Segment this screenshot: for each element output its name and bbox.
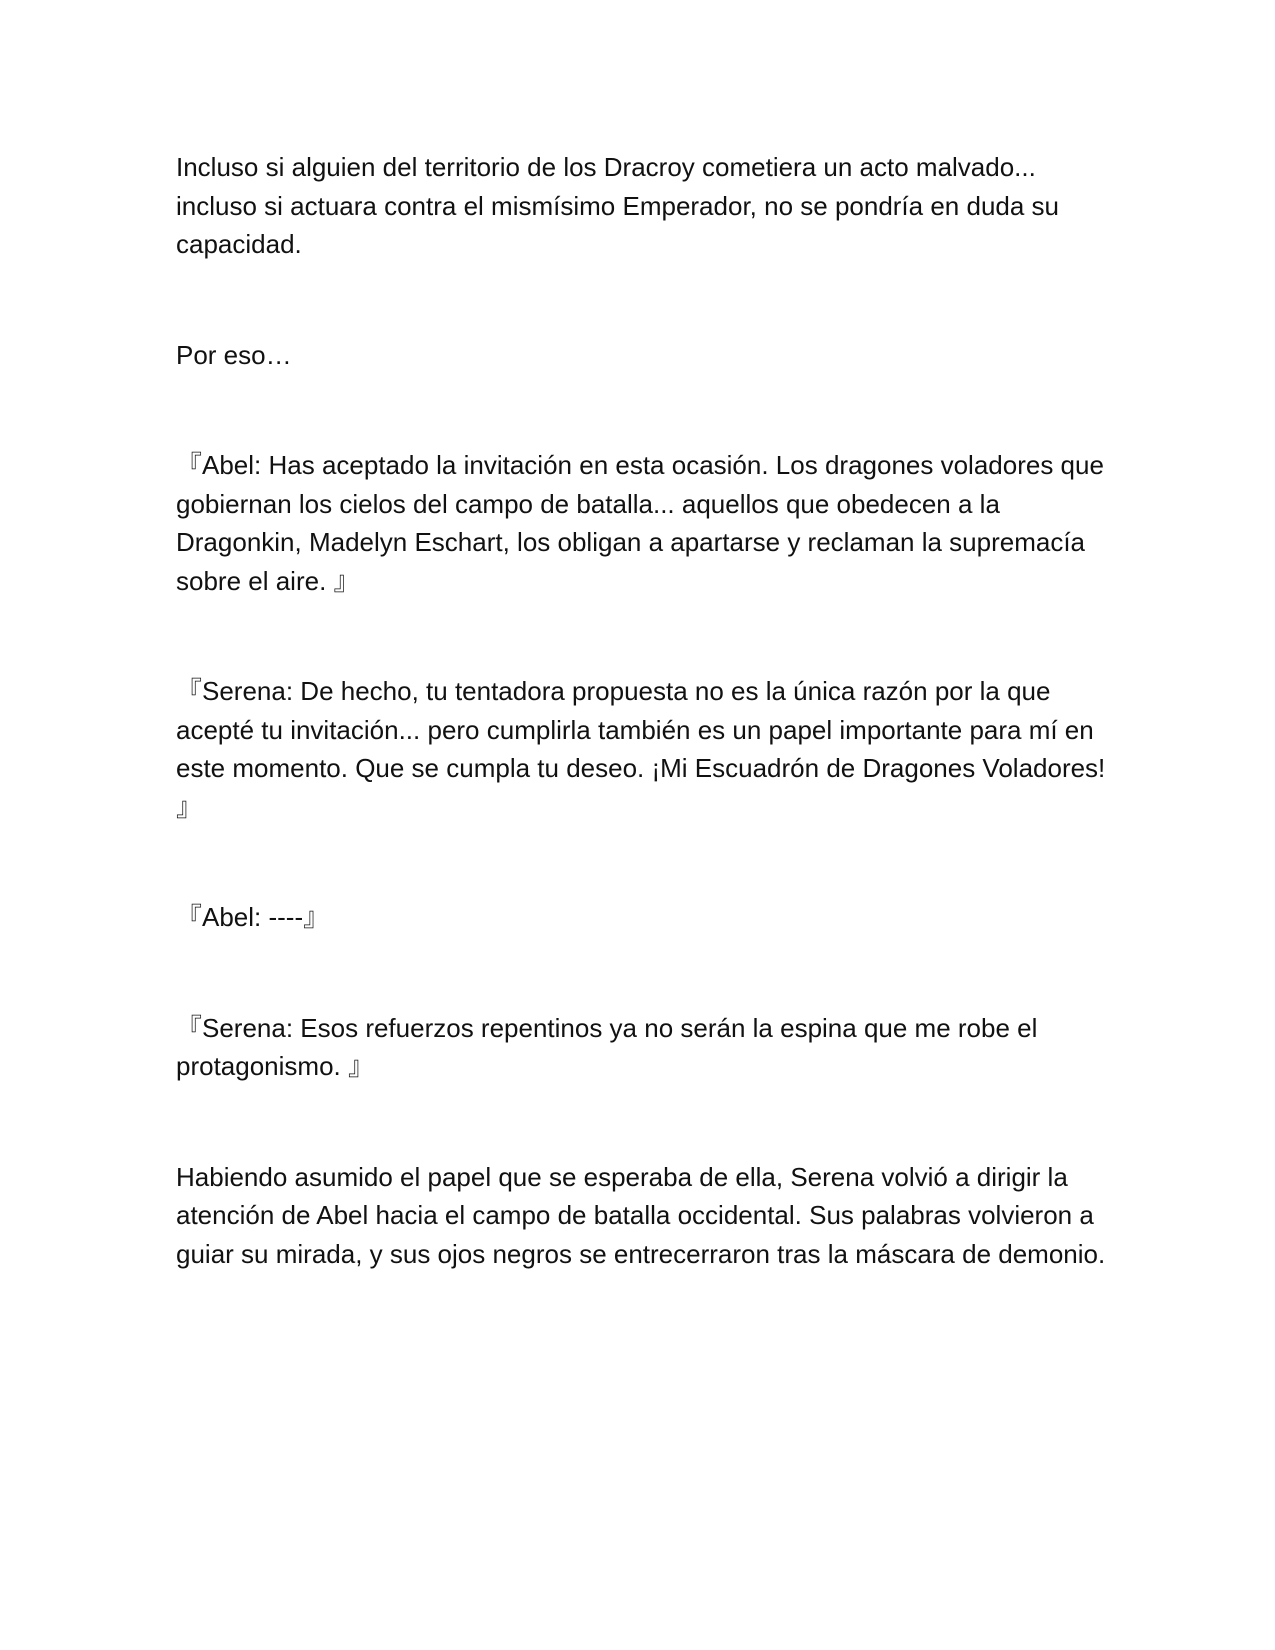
paragraph-dialogue-serena-2: 『Serena: Esos refuerzos repentinos ya no serán la espina que me robe el protagonismo. 』 [176,1012,1038,1081]
paragraph-narration-3: Habiendo asumido el papel que se esperaba de ella, Serena volvió a dirigir la atención de Abel hacia el campo de batalla occidental. Sus palabras volvieron a guiar su mirada, y sus ojos negros se entrecerraron tras la máscara de demonio. [176,1161,1106,1269]
paragraph-dialogue-abel-1: 『Abel: Has aceptado la invitación en esta ocasión. Los dragones voladores que gobiernan los cielos del campo de batalla... aquellos que obedecen a la Dragonkin, Madelyn Eschart, los obligan a apartarse y reclaman la supremacía sobre el aire. 』 [176,450,1104,596]
document-page [176,148,1106,1273]
paragraph-narration-1: Incluso si alguien del territorio de los Dracroy cometiera un acto malvado... incluso si actuara contra el mismísimo Emperador, no se pondría en duda su capacidad. [176,152,1060,259]
paragraph-dialogue-abel-2: 『Abel: ----』 [176,902,330,932]
paragraph-dialogue-serena-1: 『Serena: De hecho, tu tentadora propuesta no es la única razón por la que acepté tu invitación... pero cumplirla también es un papel importante para mí en este momento. Que se cumpla tu deseo. ¡Mi Escuadrón de Dragones Voladores! 』 [176,676,1106,822]
paragraph-narration-2: Por eso… [176,339,292,370]
